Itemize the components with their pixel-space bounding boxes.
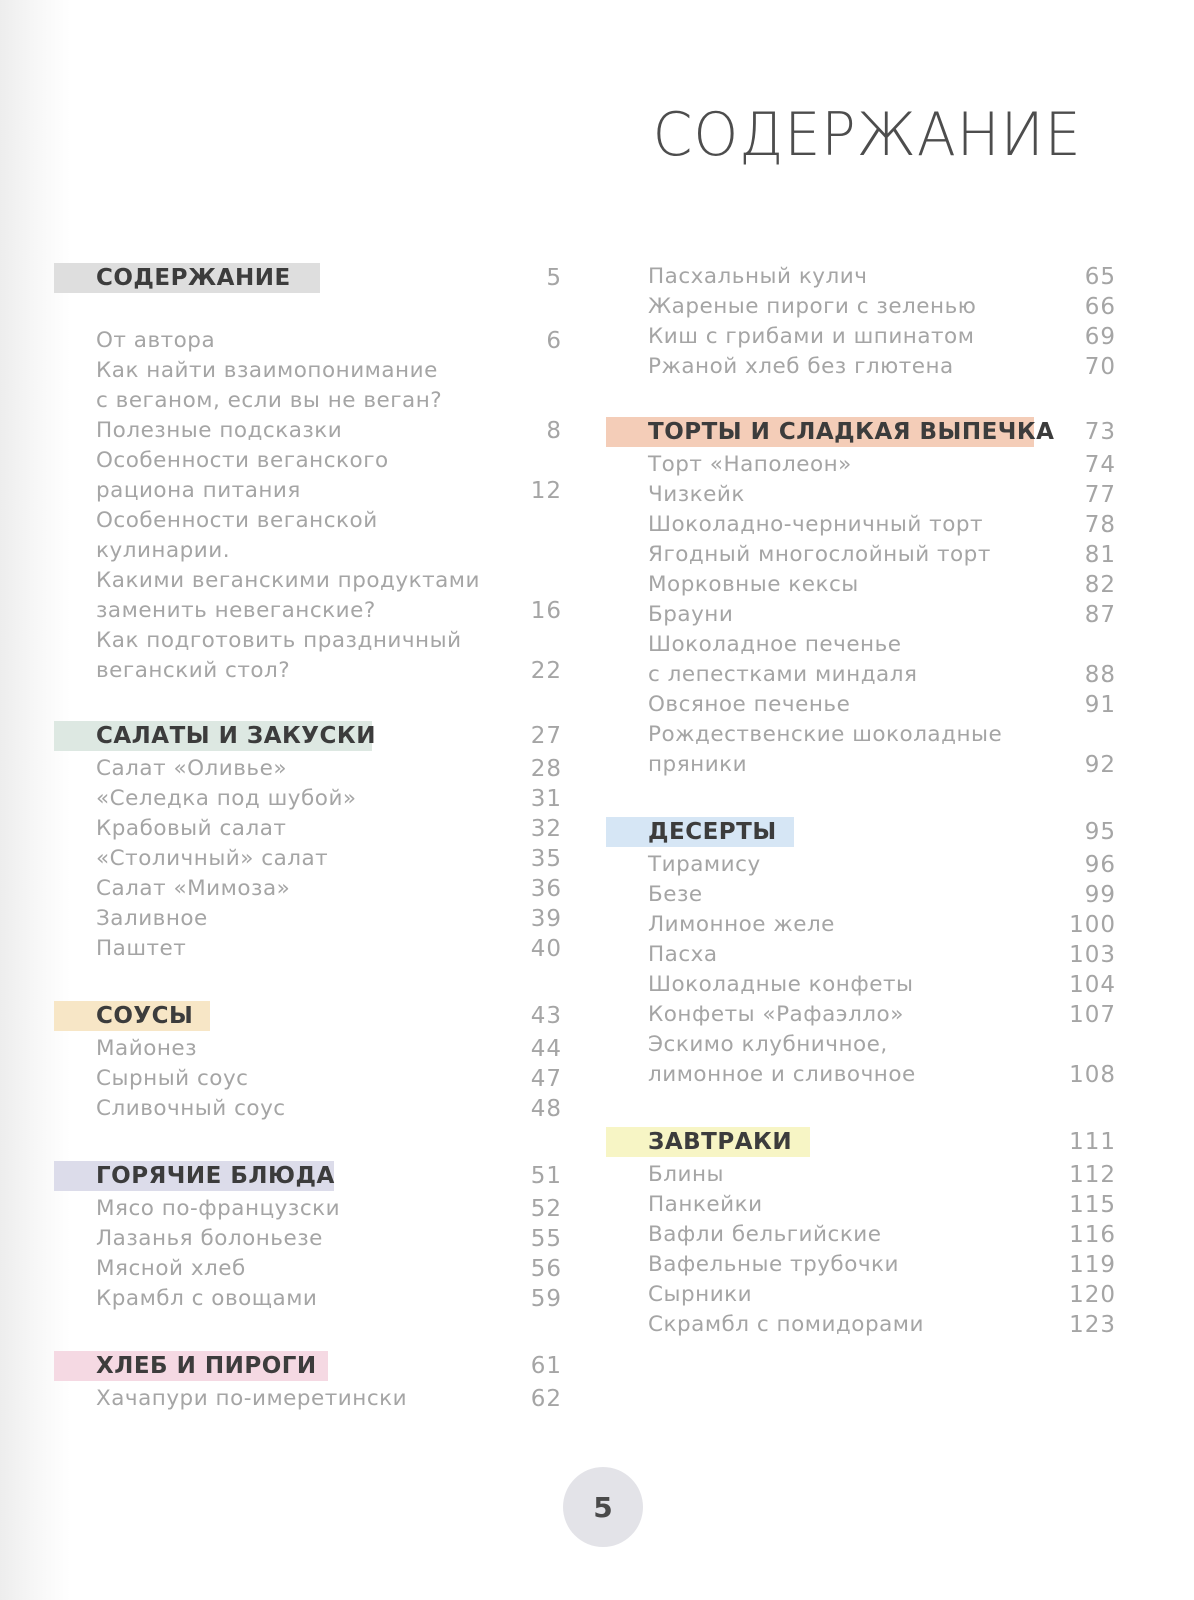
toc-entry-page: 66 <box>1084 294 1116 320</box>
toc-entry[interactable] <box>54 934 562 964</box>
toc-entry[interactable] <box>54 416 562 446</box>
toc-entry-title: Крабовый салат <box>96 816 287 841</box>
toc-entry[interactable] <box>606 1250 1116 1280</box>
section-heading-label: ГОРЯЧИЕ БЛЮДА <box>96 1163 335 1189</box>
section-heading <box>54 1000 562 1034</box>
toc-entry-title: Полезные подсказки <box>96 418 343 443</box>
toc-entry-page: 32 <box>530 816 562 842</box>
toc-entry[interactable] <box>606 940 1116 970</box>
toc-entry-title: Паштет <box>96 936 187 961</box>
toc-entry-title: Сырный соус <box>96 1066 249 1091</box>
toc-entry[interactable] <box>54 326 562 356</box>
toc-entry-page: 62 <box>530 1386 562 1412</box>
toc-entry-title: Вафельные трубочки <box>648 1252 900 1277</box>
toc-entry-page: 39 <box>530 906 562 932</box>
toc-entry[interactable] <box>606 570 1116 600</box>
toc-entry-page: 16 <box>530 598 562 624</box>
section-heading <box>54 720 562 754</box>
toc-entry[interactable] <box>54 1254 562 1284</box>
toc-entry-page: 12 <box>530 478 562 504</box>
toc-entry-page: 92 <box>1084 752 1116 778</box>
section-cakes <box>606 416 1116 780</box>
toc-entry-title: Блины <box>648 1162 724 1187</box>
toc-entry-title: Брауни <box>648 602 734 627</box>
toc-entry-page: 100 <box>1069 912 1116 938</box>
toc-entry-page: 119 <box>1069 1252 1116 1278</box>
toc-entry-page: 116 <box>1069 1222 1116 1248</box>
toc-entry[interactable] <box>54 1284 562 1314</box>
toc-entry-title: Овсяное печенье <box>648 692 851 717</box>
toc-entry-title: Рождественские шоколадные пряники <box>648 722 1003 777</box>
section-page-number: 51 <box>530 1163 562 1189</box>
toc-entry[interactable] <box>54 784 562 814</box>
toc-entry[interactable] <box>54 626 562 686</box>
page-title: СОДЕРЖАНИЕ <box>653 100 1082 170</box>
toc-entry[interactable] <box>606 450 1116 480</box>
section-heading <box>606 1126 1116 1160</box>
toc-entry-title: Салат «Мимоза» <box>96 876 291 901</box>
section-heading <box>606 416 1116 450</box>
section-bread <box>54 1350 562 1414</box>
toc-entry-page: 115 <box>1069 1192 1116 1218</box>
toc-entry[interactable] <box>54 904 562 934</box>
toc-entry-page: 91 <box>1084 692 1116 718</box>
toc-entry-page: 74 <box>1084 452 1116 478</box>
toc-entry[interactable] <box>606 480 1116 510</box>
toc-entry-title: Мясной хлеб <box>96 1256 246 1281</box>
section-heading-label: СОУСЫ <box>96 1003 194 1029</box>
toc-entry[interactable] <box>606 970 1116 1000</box>
toc-entry-page: 104 <box>1069 972 1116 998</box>
toc-left-column <box>54 262 562 1414</box>
toc-entry[interactable] <box>54 356 562 416</box>
section-sauces <box>54 1000 562 1124</box>
toc-entry-title: Чизкейк <box>648 482 745 507</box>
toc-entry-title: Эскимо клубничное, лимонное и сливочное <box>648 1032 916 1087</box>
section-heading <box>606 816 1116 850</box>
toc-entry[interactable] <box>606 600 1116 630</box>
toc-entry-title: «Селедка под шубой» <box>96 786 357 811</box>
toc-entry-title: Шоколадно-черничный торт <box>648 512 984 537</box>
toc-entry[interactable] <box>54 754 562 784</box>
toc-entry-title: Салат «Оливье» <box>96 756 287 781</box>
toc-entry-page: 123 <box>1069 1312 1116 1338</box>
toc-entry[interactable] <box>54 844 562 874</box>
toc-entry[interactable] <box>606 850 1116 880</box>
toc-entry-title: Шоколадное печенье с лепестками миндаля <box>648 632 918 687</box>
toc-entry-page: 69 <box>1084 324 1116 350</box>
toc-entry[interactable] <box>606 352 1116 382</box>
toc-entry[interactable] <box>606 322 1116 352</box>
toc-entry-title: Мясо по-французски <box>96 1196 341 1221</box>
toc-entry[interactable] <box>606 1280 1116 1310</box>
toc-right-column <box>606 262 1116 1340</box>
toc-entry[interactable] <box>606 1030 1116 1090</box>
toc-entry-title: Заливное <box>96 906 208 931</box>
toc-entry[interactable] <box>606 1160 1116 1190</box>
toc-entry-title: От автора <box>96 328 216 353</box>
toc-entry-page: 99 <box>1084 882 1116 908</box>
toc-entry-page: 88 <box>1084 662 1116 688</box>
toc-entry-title: Тирамису <box>648 852 761 877</box>
toc-entry-page: 70 <box>1084 354 1116 380</box>
toc-entry-page: 65 <box>1084 264 1116 290</box>
section-heading-label: ДЕСЕРТЫ <box>648 819 777 845</box>
toc-entry[interactable] <box>54 1384 562 1414</box>
toc-entry[interactable] <box>54 446 562 506</box>
toc-entry-page: 59 <box>530 1286 562 1312</box>
toc-entry-page: 48 <box>530 1096 562 1122</box>
toc-entry[interactable] <box>606 690 1116 720</box>
toc-entry[interactable] <box>54 1064 562 1094</box>
toc-entry[interactable] <box>606 720 1116 780</box>
section-hot-dishes <box>54 1160 562 1314</box>
section-desserts <box>606 816 1116 1090</box>
toc-entry-page: 6 <box>546 328 562 354</box>
toc-entry-title: Сырники <box>648 1282 753 1307</box>
section-page-number: 43 <box>530 1003 562 1029</box>
toc-entry-page: 28 <box>530 756 562 782</box>
toc-entry-title: Ржаной хлеб без глютена <box>648 354 954 379</box>
toc-entry[interactable] <box>606 1310 1116 1340</box>
toc-entry-page: 82 <box>1084 572 1116 598</box>
toc-entry-title: «Столичный» салат <box>96 846 329 871</box>
toc-entry-title: Торт «Наполеон» <box>648 452 852 477</box>
toc-entry-page: 103 <box>1069 942 1116 968</box>
toc-entry-title: Лазанья болоньезе <box>96 1226 323 1251</box>
section-page-number: 73 <box>1084 419 1116 445</box>
toc-entry-title: Морковные кексы <box>648 572 859 597</box>
toc-entry[interactable] <box>606 910 1116 940</box>
toc-entry-page: 108 <box>1069 1062 1116 1088</box>
toc-entry[interactable] <box>606 292 1116 322</box>
toc-entry-title: Скрамбл с помидорами <box>648 1312 924 1337</box>
toc-entry-page: 120 <box>1069 1282 1116 1308</box>
section-heading-label: САЛАТЫ И ЗАКУСКИ <box>96 723 376 749</box>
toc-entry-page: 112 <box>1069 1162 1116 1188</box>
section-heading <box>54 262 562 296</box>
section-heading-label: ХЛЕБ И ПИРОГИ <box>96 1353 317 1379</box>
toc-entry[interactable] <box>54 814 562 844</box>
toc-entry-page: 78 <box>1084 512 1116 538</box>
toc-entry-page: 31 <box>530 786 562 812</box>
toc-entry-title: Конфеты «Рафаэлло» <box>648 1002 904 1027</box>
toc-entry-page: 96 <box>1084 852 1116 878</box>
toc-entry-page: 56 <box>530 1256 562 1282</box>
toc-entry-title: Лимонное желе <box>648 912 835 937</box>
toc-entry[interactable] <box>606 1220 1116 1250</box>
section-heading-label: ТОРТЫ И СЛАДКАЯ ВЫПЕЧКА <box>648 419 1055 445</box>
toc-entry[interactable] <box>54 1194 562 1224</box>
section-heading <box>54 1350 562 1384</box>
toc-entry[interactable] <box>606 630 1116 690</box>
section-bread-continued <box>606 262 1116 382</box>
toc-entry-title: Крамбл с овощами <box>96 1286 318 1311</box>
toc-entry-title: Особенности веганского рациона питания <box>96 448 389 503</box>
toc-entry-title: Вафли бельгийские <box>648 1222 882 1247</box>
toc-entry-title: Киш с грибами и шпинатом <box>648 324 975 349</box>
section-page-number: 27 <box>530 723 562 749</box>
section-heading-label: ЗАВТРАКИ <box>648 1129 793 1155</box>
toc-entry-title: Как подготовить праздничный веганский стол? <box>96 628 462 683</box>
toc-entry[interactable] <box>606 1190 1116 1220</box>
section-breakfast <box>606 1126 1116 1340</box>
section-page-number: 61 <box>530 1353 562 1379</box>
toc-entry-page: 36 <box>530 876 562 902</box>
toc-entry-page: 52 <box>530 1196 562 1222</box>
toc-entry-title: Шоколадные конфеты <box>648 972 914 997</box>
toc-entry-page: 55 <box>530 1226 562 1252</box>
toc-entry[interactable] <box>606 880 1116 910</box>
toc-entry[interactable] <box>606 510 1116 540</box>
toc-entry-title: Жареные пироги с зеленью <box>648 294 977 319</box>
toc-entry-page: 8 <box>546 418 562 444</box>
toc-entry-title: Ягодный многослойный торт <box>648 542 991 567</box>
toc-entry-title: Пасха <box>648 942 718 967</box>
toc-entry-title: Пасхальный кулич <box>648 264 868 289</box>
section-page-number: 95 <box>1084 819 1116 845</box>
toc-entry[interactable] <box>606 1000 1116 1030</box>
toc-entry-title: Особенности веганской кулинарии. Какими веганскими продуктами заменить невеганские? <box>96 508 480 623</box>
page-number-badge: 5 <box>563 1467 643 1547</box>
section-contents <box>54 262 562 686</box>
toc-entry-title: Майонез <box>96 1036 198 1061</box>
section-salads <box>54 720 562 964</box>
toc-entry-title: Хачапури по-имеретински <box>96 1386 408 1411</box>
toc-entry[interactable] <box>54 1094 562 1124</box>
toc-entry-page: 81 <box>1084 542 1116 568</box>
toc-entry-page: 87 <box>1084 602 1116 628</box>
toc-entry-page: 107 <box>1069 1002 1116 1028</box>
section-page-number: 5 <box>546 265 562 291</box>
toc-entry[interactable] <box>54 1224 562 1254</box>
toc-entry[interactable] <box>54 506 562 626</box>
toc-entry-title: Сливочный соус <box>96 1096 286 1121</box>
toc-entry-page: 77 <box>1084 482 1116 508</box>
toc-entry-page: 35 <box>530 846 562 872</box>
toc-entry-title: Безе <box>648 882 703 907</box>
toc-entry-page: 44 <box>530 1036 562 1062</box>
toc-entry-title: Как найти взаимопонимание с веганом, если вы не веган? <box>96 358 443 413</box>
toc-entry-page: 47 <box>530 1066 562 1092</box>
toc-entry-title: Панкейки <box>648 1192 763 1217</box>
toc-entry[interactable] <box>54 1034 562 1064</box>
toc-entry-page: 22 <box>530 658 562 684</box>
section-heading <box>54 1160 562 1194</box>
toc-entry[interactable] <box>606 262 1116 292</box>
toc-entry[interactable] <box>606 540 1116 570</box>
section-page-number: 111 <box>1069 1129 1116 1155</box>
toc-entry[interactable] <box>54 874 562 904</box>
section-heading-label: СОДЕРЖАНИЕ <box>96 265 291 291</box>
toc-entry-page: 40 <box>530 936 562 962</box>
